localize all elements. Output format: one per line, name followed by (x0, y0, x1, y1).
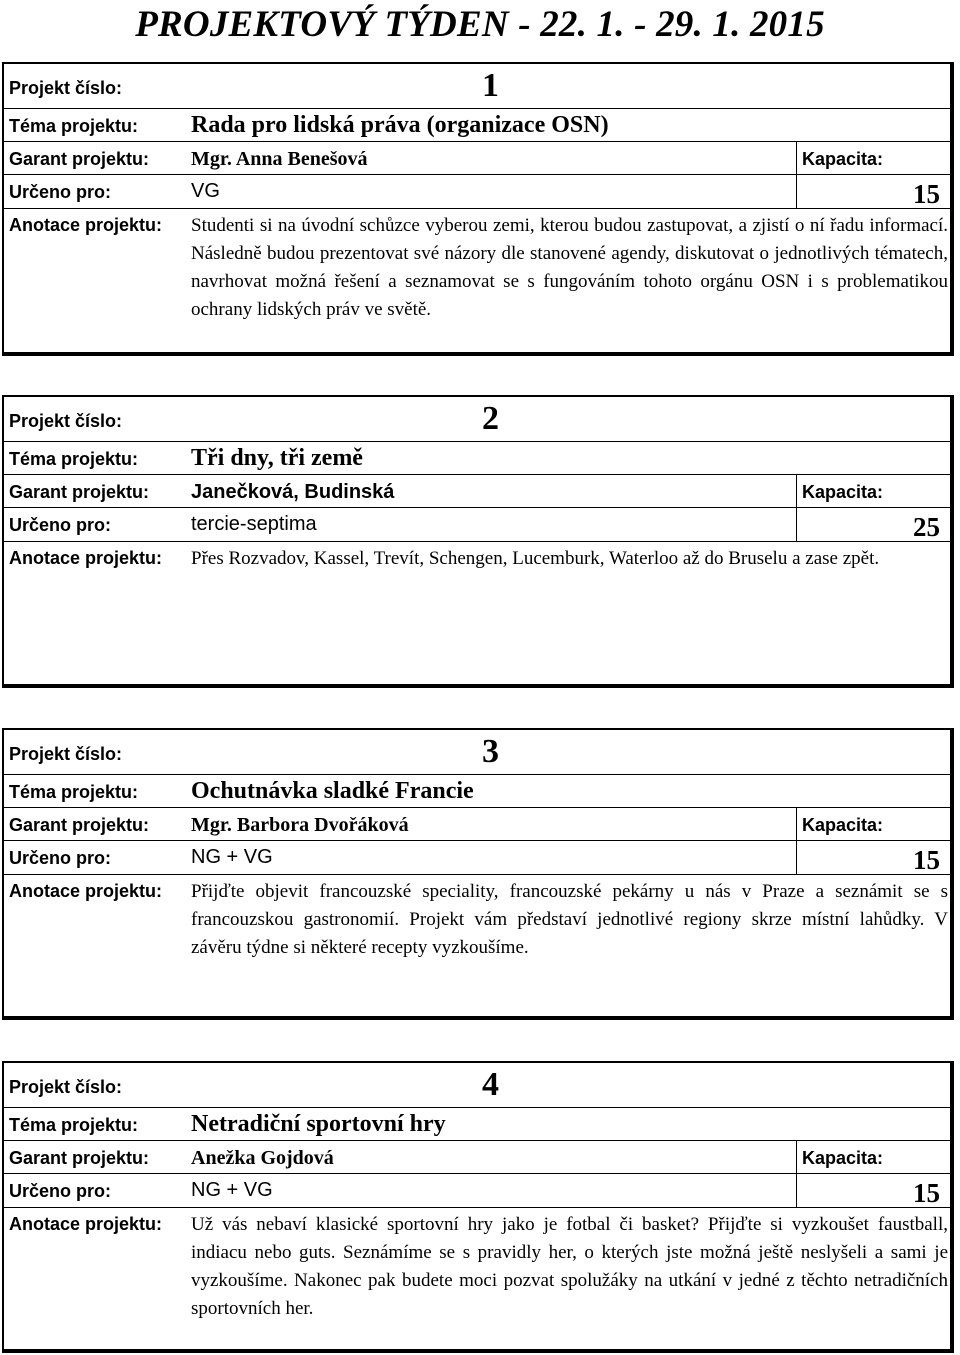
project-guarantor-row (4, 808, 950, 841)
project-annotation: Přijďte objevit francouzské speciality, francouzské pekárny u nás v Praze a seznámit se s francouzskou gastronomií. Projekt vám představí jednotlivé regiony skrze místní lahůdky. V závěru týdne si některé recepty vyzkoušíme. (191, 881, 948, 958)
capacity-label: Kapacita: (802, 149, 884, 169)
project-guarantor-row (4, 475, 950, 508)
project-topic-row (4, 1108, 950, 1141)
project-capacity: 15 (913, 845, 940, 875)
project-audience-label: Určeno pro: (9, 515, 112, 535)
page-title: PROJEKTOVÝ TÝDEN - 22. 1. - 29. 1. 2015 (135, 4, 825, 45)
project-annotation: Už vás nebaví klasické sportovní hry jako je fotbal či basket? Přijďte si vyzkoušet faustball, indiacu nebo guts. Seznámíme se s pravidly her, o kterých jste možná ještě neslyšeli a sami je vyzkoušíme. Nakonec pak budete moci pozvat spolužáky na utkání v jedné z těchto netradičních sportovních her. (191, 1214, 948, 1319)
project-card-4 (2, 1061, 954, 1353)
project-topic: Rada pro lidská práva (organizace OSN) (191, 112, 609, 138)
column-divider (796, 475, 797, 508)
project-capacity: 15 (913, 179, 940, 209)
project-guarantor-label: Garant projektu: (9, 482, 150, 502)
project-number-label: Projekt číslo: (9, 1077, 123, 1097)
capacity-label: Kapacita: (802, 815, 884, 835)
project-audience-row (4, 508, 950, 542)
column-divider (796, 174, 797, 209)
project-guarantor: Mgr. Barbora Dvořáková (191, 814, 409, 836)
project-guarantor-label: Garant projektu: (9, 149, 150, 169)
capacity-label: Kapacita: (802, 482, 884, 502)
project-number: 4 (482, 1066, 499, 1103)
project-audience: VG (191, 180, 220, 202)
project-capacity: 25 (913, 512, 940, 542)
project-capacity: 15 (913, 1178, 940, 1208)
column-divider (796, 142, 797, 175)
column-divider (796, 507, 797, 542)
project-guarantor-label: Garant projektu: (9, 815, 150, 835)
project-topic-row (4, 442, 950, 475)
project-audience-label: Určeno pro: (9, 1181, 112, 1201)
project-guarantor: Mgr. Anna Benešová (191, 148, 368, 170)
column-divider (796, 1141, 797, 1174)
project-number: 3 (482, 733, 499, 770)
project-number-row (4, 397, 950, 442)
project-card-3 (2, 728, 954, 1020)
project-card-2 (2, 395, 954, 688)
project-annotation-label: Anotace projektu: (9, 548, 163, 568)
project-topic-row (4, 109, 950, 142)
project-guarantor-row (4, 142, 950, 175)
project-number: 1 (482, 67, 499, 104)
project-annotation-label: Anotace projektu: (9, 881, 163, 901)
project-annotation-label: Anotace projektu: (9, 215, 163, 235)
project-audience-label: Určeno pro: (9, 848, 112, 868)
project-guarantor: Janečková, Budinská (191, 481, 395, 503)
project-topic-label: Téma projektu: (9, 116, 139, 136)
project-audience: NG + VG (191, 846, 273, 868)
project-annotation: Přes Rozvadov, Kassel, Trevít, Schengen, Lucemburk, Waterloo až do Bruselu a zase zpět. (191, 548, 880, 569)
capacity-label: Kapacita: (802, 1148, 884, 1168)
project-number: 2 (482, 400, 499, 437)
project-annotation-label: Anotace projektu: (9, 1214, 163, 1234)
column-divider (796, 840, 797, 875)
project-topic-label: Téma projektu: (9, 1115, 139, 1135)
project-audience: NG + VG (191, 1179, 273, 1201)
project-number-row (4, 64, 950, 109)
project-guarantor: Anežka Gojdová (191, 1147, 334, 1169)
project-audience: tercie-septima (191, 513, 317, 535)
project-number-label: Projekt číslo: (9, 744, 123, 764)
project-guarantor-label: Garant projektu: (9, 1148, 150, 1168)
project-audience-row (4, 1174, 950, 1208)
project-annotation: Studenti si na úvodní schůzce vyberou zemi, kterou budou zastupovat, a zjistí o ní řadu informací. Následně budou prezentovat své názory dle stanovené agendy, diskutovat o jednotlivých tématech, navrhovat možná řešení a seznamovat se s fungováním tohoto orgánu OSN i s problematikou ochrany lidských práv ve světě. (191, 215, 948, 320)
project-topic-label: Téma projektu: (9, 782, 139, 802)
project-card-1 (2, 62, 954, 356)
project-number-label: Projekt číslo: (9, 411, 123, 431)
project-number-row (4, 730, 950, 775)
project-guarantor-row (4, 1141, 950, 1174)
project-topic-label: Téma projektu: (9, 449, 139, 469)
project-number-row (4, 1063, 950, 1108)
project-audience-row (4, 175, 950, 209)
column-divider (796, 1173, 797, 1208)
project-audience-row (4, 841, 950, 875)
column-divider (796, 808, 797, 841)
project-number-label: Projekt číslo: (9, 78, 123, 98)
project-topic: Netradiční sportovní hry (191, 1111, 446, 1137)
project-topic: Ochutnávka sladké Francie (191, 778, 474, 804)
project-topic: Tři dny, tři země (191, 445, 363, 471)
project-audience-label: Určeno pro: (9, 182, 112, 202)
project-topic-row (4, 775, 950, 808)
